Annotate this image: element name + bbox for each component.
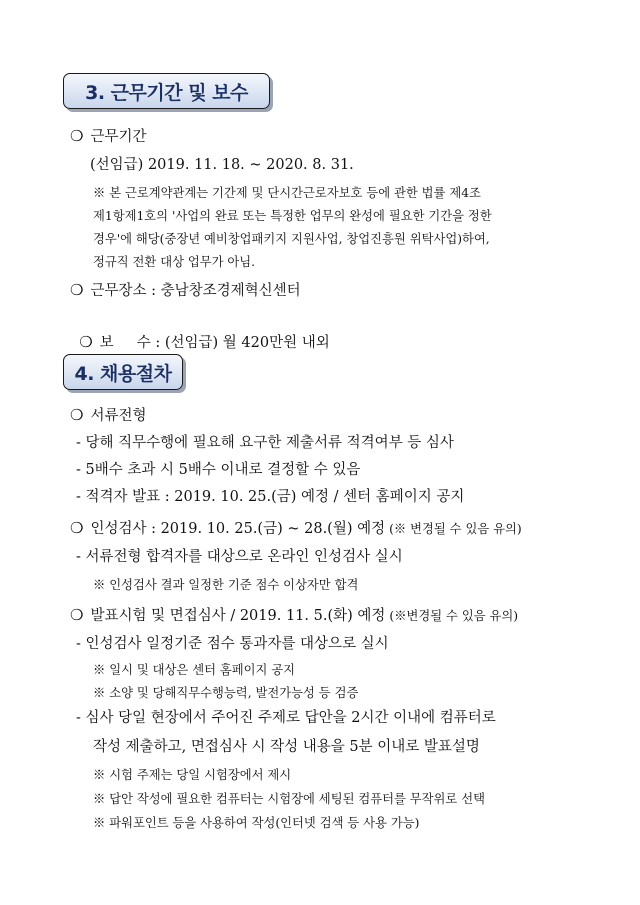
section-3-title: 3. 근무기간 및 보수 (85, 81, 248, 104)
doc-screening-item (70, 405, 146, 426)
circle-bullet-icon: ❍ (70, 127, 84, 145)
circle-bullet-icon: ❍ (70, 406, 84, 424)
presentation-label: 발표시험 및 면접심사 / 2019. 11. 5.(화) 예정 (90, 608, 386, 624)
presentation-line-7: ※ 답안 작성에 필요한 컴퓨터는 시험장에 세팅된 컴퓨터를 무작위로 선택 (93, 792, 485, 806)
presentation-note: (※변경될 수 있음 유의) (389, 609, 519, 623)
doc-screening-line-3: - 적격자 발표 : 2019. 10. 25.(금) 예정 / 센터 홈페이지 공지 (76, 489, 465, 505)
presentation-line-8: ※ 파워포인트 등을 사용하여 작성(인터넷 검색 등 사용 가능) (93, 816, 420, 830)
presentation-line-3: ※ 소양 및 당해직무수행능력, 발전가능성 등 검증 (93, 686, 359, 700)
presentation-line-1: - 인성검사 일정기준 점수 통과자를 대상으로 실시 (76, 636, 389, 652)
circle-bullet-icon: ❍ (70, 519, 84, 537)
presentation-line-5: 작성 제출하고, 면접심사 시 작성 내용을 5분 이내로 발표설명 (93, 739, 480, 755)
pay-text: 보 수 : (선임급) 월 420만원 내외 (99, 335, 330, 351)
doc-screening-line-2: - 5배수 초과 시 5배수 이내로 결정할 수 있음 (76, 462, 361, 478)
period-value: (선임급) 2019. 11. 18. ~ 2020. 8. 31. (90, 157, 354, 173)
period-label: 근무기간 (90, 129, 147, 145)
aptitude-line-2: ※ 인성검사 결과 일정한 기준 점수 이상자만 합격 (93, 578, 359, 592)
aptitude-item (70, 518, 522, 539)
period-item (70, 126, 146, 147)
doc-screening-line-1: - 당해 직무수행에 필요해 요구한 제출서류 적격여부 등 심사 (76, 435, 454, 451)
circle-bullet-icon: ❍ (70, 281, 84, 299)
section-3-heading (63, 73, 270, 109)
section-4-title: 4. 채용절차 (74, 362, 172, 385)
section-4-heading (63, 354, 183, 390)
pay-item (70, 312, 330, 353)
aptitude-note: (※ 변경될 수 있음 유의) (389, 522, 522, 536)
circle-bullet-icon: ❍ (79, 333, 93, 351)
aptitude-label: 인성검사 : 2019. 10. 25.(금) ~ 28.(월) 예정 (90, 521, 386, 537)
period-note-line-1: ※ 본 근로계약관계는 기간제 및 단시간근로자보호 등에 관한 법률 제4조 (93, 186, 481, 200)
place-item (70, 280, 301, 301)
presentation-line-2: ※ 일시 및 대상은 센터 홈페이지 공지 (93, 663, 296, 677)
presentation-item (70, 605, 518, 626)
presentation-line-6: ※ 시험 주제는 당일 시험장에서 제시 (93, 768, 292, 782)
aptitude-line-1: - 서류전형 합격자를 대상으로 온라인 인성검사 실시 (76, 549, 403, 565)
period-note-line-4: 정규직 전환 대상 업무가 아님. (93, 255, 256, 269)
circle-bullet-icon: ❍ (70, 606, 84, 624)
period-note-line-2: 제1항제1호의 '사업의 완료 또는 특정한 업무의 완성에 필요한 기간을 정한 (93, 209, 492, 223)
doc-screening-label: 서류전형 (90, 408, 147, 424)
presentation-line-4: - 심사 당일 현장에서 주어진 주제로 답안을 2시간 이내에 컴퓨터로 (76, 710, 496, 726)
period-note-line-3: 경우'에 해당(중장년 예비창업패키지 지원사업, 창업진흥원 위탁사업)하여, (93, 232, 490, 246)
place-text: 근무장소 : 충남창조경제혁신센터 (90, 283, 301, 299)
